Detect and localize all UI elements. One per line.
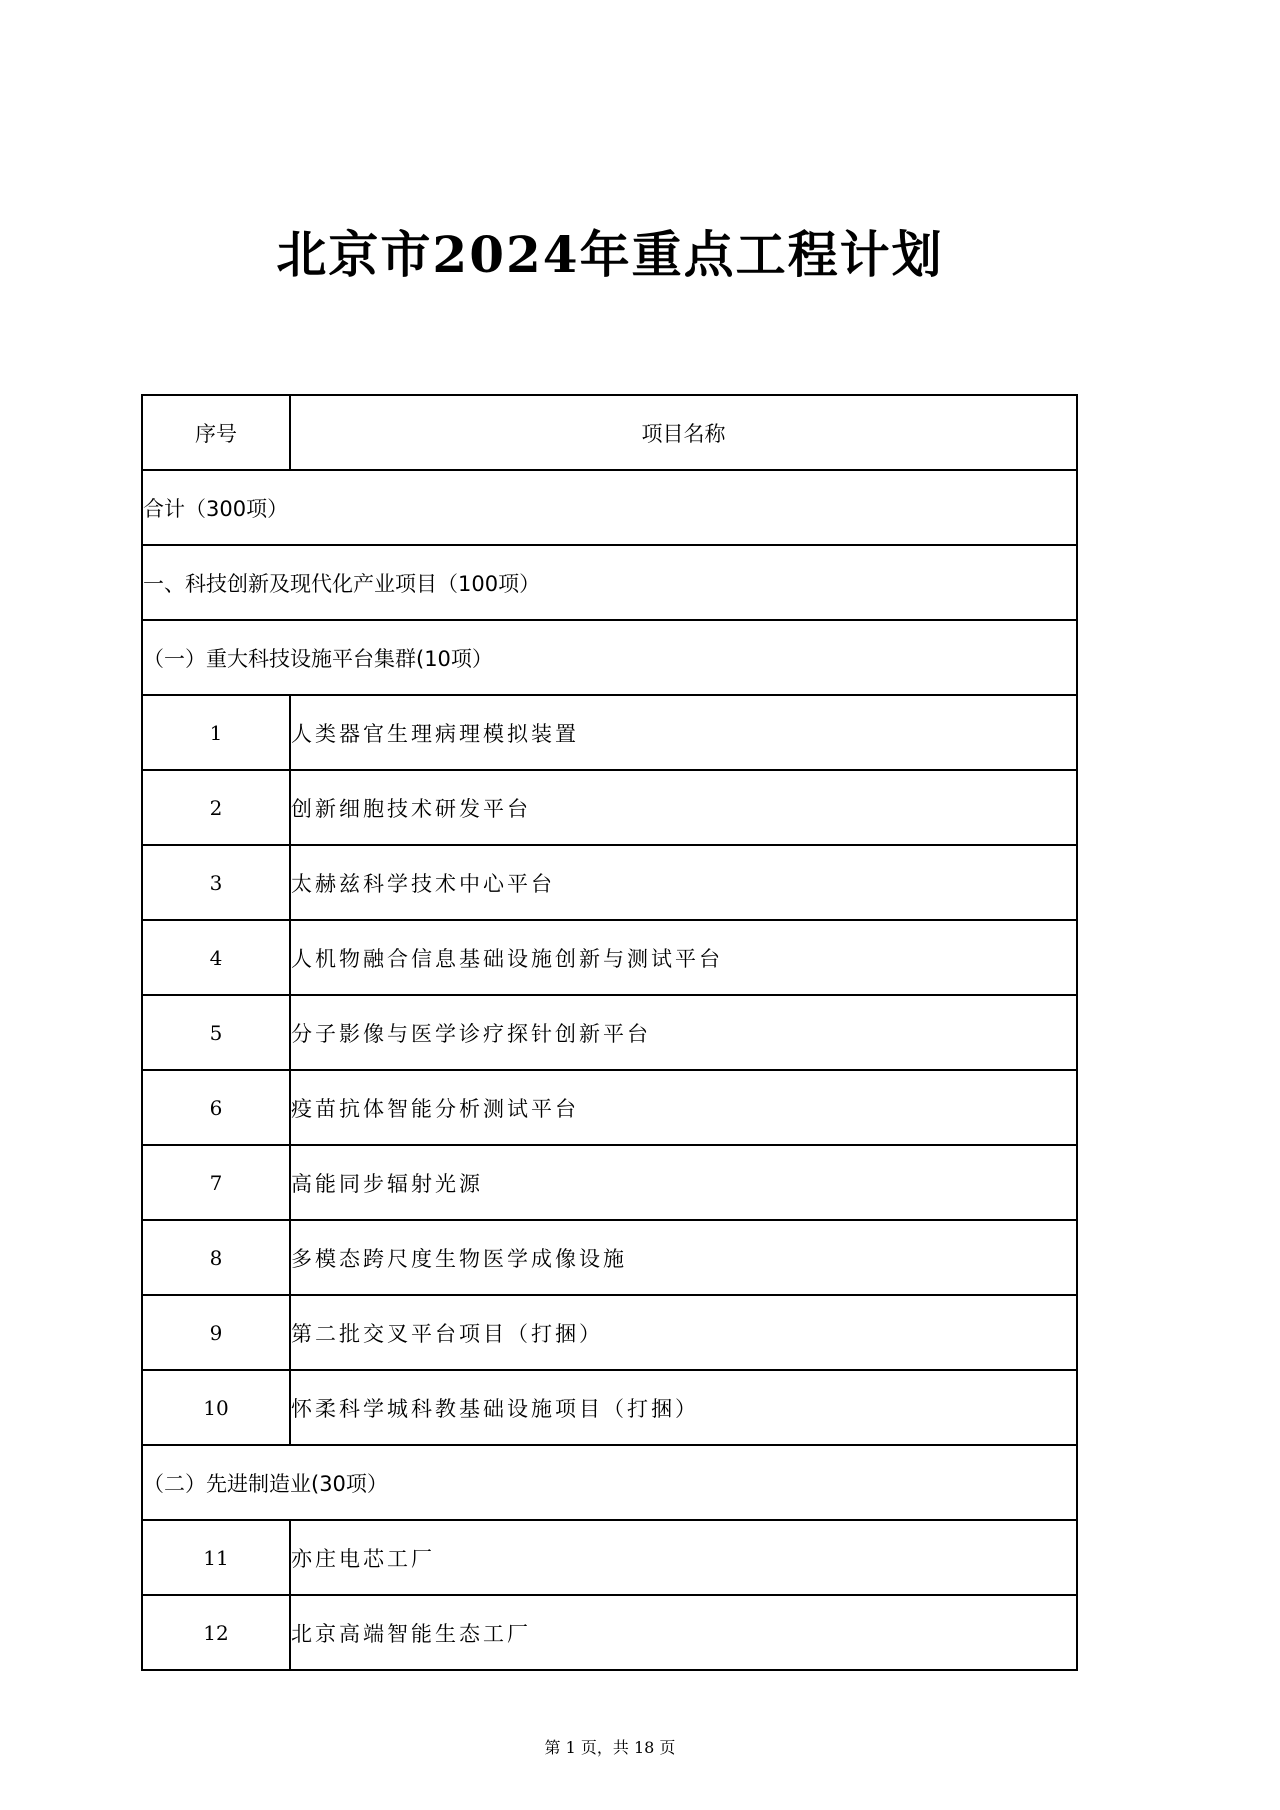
table-row: [142, 1295, 1077, 1370]
row-project-name: 人类器官生理病理模拟装置: [290, 695, 1077, 770]
row-number: 12: [142, 1595, 290, 1670]
row-project-name: 多模态跨尺度生物医学成像设施: [290, 1220, 1077, 1295]
total-label: 合计（300项）: [142, 470, 1077, 545]
row-project-name: 第二批交叉平台项目（打捆）: [290, 1295, 1077, 1370]
row-number: 10: [142, 1370, 290, 1445]
row-project-name: 分子影像与医学诊疗探针创新平台: [290, 995, 1077, 1070]
subsection-label: （二）先进制造业(30项）: [142, 1445, 1077, 1520]
header-project-name: 项目名称: [290, 395, 1077, 470]
row-project-name: 疫苗抗体智能分析测试平台: [290, 1070, 1077, 1145]
table-row: [142, 1070, 1077, 1145]
row-project-name: 高能同步辐射光源: [290, 1145, 1077, 1220]
header-number: 序号: [142, 395, 290, 470]
table-row: [142, 1145, 1077, 1220]
table-row: [142, 1370, 1077, 1445]
table-row: [142, 1220, 1077, 1295]
project-table: [141, 394, 1078, 1671]
row-project-name: 怀柔科学城科教基础设施项目（打捆）: [290, 1370, 1077, 1445]
row-number: 3: [142, 845, 290, 920]
section-label: 一、科技创新及现代化产业项目（100项）: [142, 545, 1077, 620]
table-row: [142, 920, 1077, 995]
row-number: 2: [142, 770, 290, 845]
row-number: 6: [142, 1070, 290, 1145]
subsection-row: [142, 620, 1077, 695]
table-header-row: [142, 395, 1077, 470]
table-row: [142, 770, 1077, 845]
row-number: 1: [142, 695, 290, 770]
subsection-label: （一）重大科技设施平台集群(10项）: [142, 620, 1077, 695]
row-project-name: 亦庄电芯工厂: [290, 1520, 1077, 1595]
table-row: [142, 845, 1077, 920]
row-number: 8: [142, 1220, 290, 1295]
row-project-name: 创新细胞技术研发平台: [290, 770, 1077, 845]
row-number: 5: [142, 995, 290, 1070]
subsection-row: [142, 1445, 1077, 1520]
page-title: 北京市2024年重点工程计划: [276, 225, 944, 284]
table-row: [142, 695, 1077, 770]
row-project-name: 人机物融合信息基础设施创新与测试平台: [290, 920, 1077, 995]
section-row: [142, 545, 1077, 620]
table-row: [142, 1520, 1077, 1595]
row-project-name: 北京高端智能生态工厂: [290, 1595, 1077, 1670]
table-row: [142, 995, 1077, 1070]
table-row: [142, 1595, 1077, 1670]
row-project-name: 太赫兹科学技术中心平台: [290, 845, 1077, 920]
row-number: 7: [142, 1145, 290, 1220]
page-number-footer: 第 1 页，共 18 页: [544, 1738, 676, 1757]
row-number: 4: [142, 920, 290, 995]
total-row: [142, 470, 1077, 545]
row-number: 11: [142, 1520, 290, 1595]
row-number: 9: [142, 1295, 290, 1370]
